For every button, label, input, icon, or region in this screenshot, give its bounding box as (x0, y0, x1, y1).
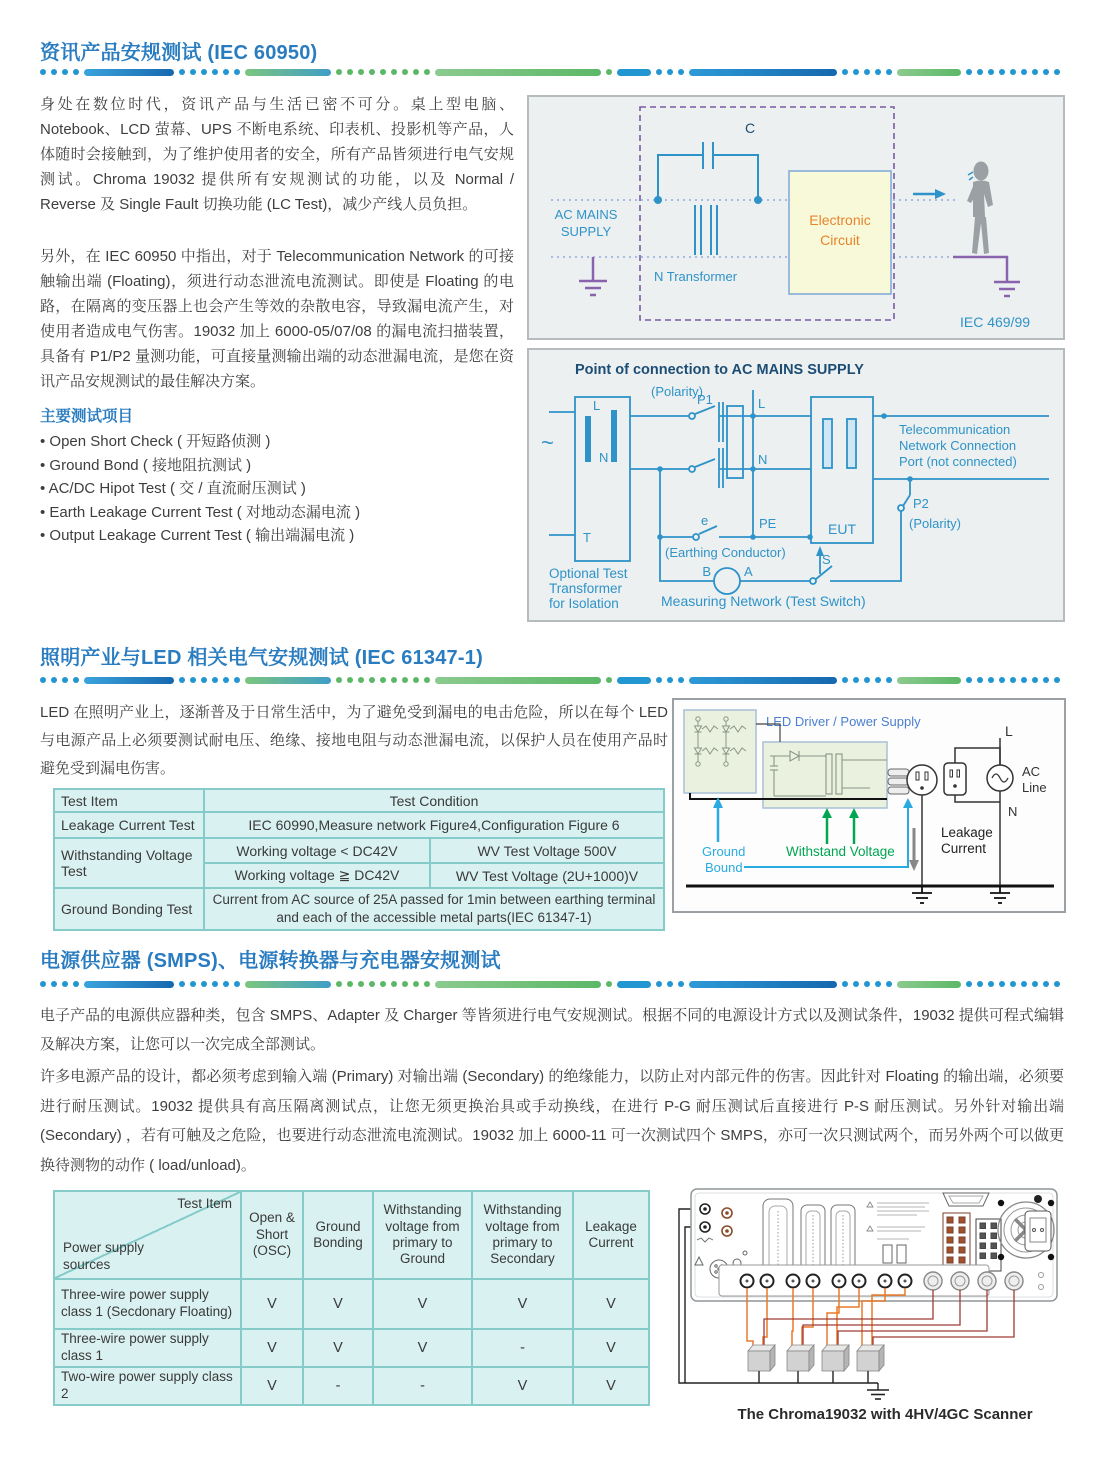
telecom-label-3: Port (not connected) (899, 454, 1017, 469)
ground-bound-label-1: Ground (702, 844, 746, 859)
iec-469-label: IEC 469/99 (959, 314, 1031, 330)
led-driver-label: LED Driver / Power Supply (766, 714, 921, 729)
separator-dot (656, 677, 662, 683)
col-header: Withstanding voltage from primary to Ground (373, 1191, 472, 1279)
separator-bar (617, 981, 651, 988)
table-cell: V (303, 1279, 373, 1329)
separator-dot (977, 69, 983, 75)
separator-dot (402, 677, 408, 683)
separator-dot (1021, 69, 1027, 75)
withstand-voltage-label: Withstand Voltage (786, 844, 895, 859)
separator-dot (347, 677, 353, 683)
separator-bar (689, 69, 837, 76)
polarity1-label: (Polarity) (651, 384, 704, 399)
row-label: Three-wire power supply class 1 (54, 1329, 241, 1367)
measuring-network-label: Measuring Network (Test Switch) (661, 593, 866, 609)
separator-bar (689, 981, 837, 988)
separator-dot (424, 677, 430, 683)
separator-dot (886, 677, 892, 683)
separator-dot (40, 677, 46, 683)
separator-dot (391, 677, 397, 683)
telecom-label-2: Network Connection (899, 438, 1017, 453)
separator-dot (347, 69, 353, 75)
led-array-box (684, 710, 756, 793)
separator-dot (201, 981, 207, 987)
dut-boxes (748, 1345, 884, 1371)
ac-mains-label-1: AC MAINS (554, 207, 618, 222)
section1-paragraph-1: 身处在数位时代，资讯产品与生活已密不可分。桌上型电脑、Notebook、LCD 萤幕、UPS 不断电系统、印表机、投影机等产品，人体随时会接触到，为了维护使用者的安全，所有产品皆须进行电气安规测试。Chroma 19032 提供所有安规测试的功能，以及 Normal / Reverse 及 Single Fault 切换功能 (LC Test)，减少产线人员负担。 (40, 96, 514, 213)
plug-icon (907, 765, 937, 795)
separator-dot (223, 69, 229, 75)
measuring-network-diagram (527, 348, 1065, 622)
separator-bar (435, 677, 601, 684)
separator-bar (84, 981, 174, 988)
n-label: N (1008, 804, 1018, 819)
ground-icon-1 (912, 886, 932, 903)
separator-dot (966, 981, 972, 987)
table-cell: - (303, 1367, 373, 1405)
separator-dot (234, 69, 240, 75)
separator-dot (999, 981, 1005, 987)
n2-label: N (758, 452, 768, 467)
p2-switch-icon (898, 495, 910, 511)
withstand-arrows-icon (822, 808, 859, 844)
separator-dot (678, 981, 684, 987)
e-label: e (701, 513, 709, 528)
row-label: Three-wire power supply class 1 (Secdonary Floating) (54, 1279, 241, 1329)
separator-dot (656, 981, 662, 987)
corner-header-cell (54, 1191, 241, 1279)
separator-dot (51, 69, 57, 75)
ground-icon-2 (990, 886, 1010, 903)
separator-dot (358, 981, 364, 987)
table-cell: IEC 60990,Measure network Figure4,Configuration Figure 6 (204, 812, 664, 838)
separator-dot (358, 69, 364, 75)
separator-dot (1054, 677, 1060, 683)
col-header: Leakage Current (573, 1191, 649, 1279)
separator-dot (179, 69, 185, 75)
separator-dot (1010, 981, 1016, 987)
test-items-list (40, 430, 520, 548)
test-items-subheading: 主要测试项目 (40, 408, 134, 425)
top-connector (943, 1193, 989, 1206)
current-arrow-icon (913, 189, 946, 199)
separator-dot (606, 981, 612, 987)
separator-dot (73, 69, 79, 75)
separator-dot (1010, 69, 1016, 75)
socket-icon (944, 763, 966, 795)
separator-dot (336, 677, 342, 683)
earth-ground-icon (579, 257, 607, 295)
separator-dot (853, 981, 859, 987)
table-cell: V (573, 1329, 649, 1367)
separator-dot (336, 69, 342, 75)
separator-dot (606, 677, 612, 683)
separator-dot (842, 69, 848, 75)
person-ground-icon (953, 257, 1020, 296)
section2-title: 照明产业与LED 相关电气安规测试 (IEC 61347-1) (40, 647, 483, 669)
section2-paragraph: LED 在照明产业上，逐渐普及于日常生活中，为了避免受到漏电的电击危险，所以在每个 LED 与电源产品上必须要测试耐电压、绝缘、接地电阻与动态泄漏电流，以保护人员在使用产品时避免受到漏电伤害。 (40, 704, 668, 777)
separator-dot (73, 981, 79, 987)
separator-dot (190, 69, 196, 75)
table-cell: V (241, 1367, 303, 1405)
smps-test-table (53, 1190, 650, 1406)
leakage-capacitance-svg (529, 97, 1063, 338)
led-test-diagram (672, 698, 1066, 913)
separator-dot (1054, 69, 1060, 75)
junction-dots (657, 413, 913, 540)
separator-dot (73, 677, 79, 683)
separator-dot (234, 677, 240, 683)
separator-dot (842, 677, 848, 683)
optional-transformer-label-1: Optional Test (549, 566, 628, 581)
separator-dot (62, 677, 68, 683)
list-item: • Ground Bond ( 接地阻抗测试 ) (40, 454, 520, 478)
separator-dot (402, 981, 408, 987)
separator-dot (402, 69, 408, 75)
ground-bound-label-2: Bound (705, 860, 743, 875)
separator-dot (875, 981, 881, 987)
col-header: Withstanding voltage from primary to Secondary (472, 1191, 573, 1279)
separator-dot (1043, 677, 1049, 683)
separator-bar (84, 677, 174, 684)
separator-dot (678, 677, 684, 683)
separator-dot (336, 981, 342, 987)
ac-source-icon (987, 765, 1013, 791)
separator-bar (897, 677, 961, 684)
separator-bar (84, 69, 174, 76)
separator-dot (842, 981, 848, 987)
section-separator (40, 980, 1065, 988)
bottom-jack-row (719, 1265, 989, 1296)
separator-bar (435, 981, 601, 988)
table-cell: V (373, 1279, 472, 1329)
table-cell: WV Test Voltage (2U+1000)V (430, 863, 664, 888)
col-header: Ground Bonding (303, 1191, 373, 1279)
separator-dot (369, 677, 375, 683)
separator-dot (1032, 981, 1038, 987)
p1-switch-icon (689, 402, 743, 488)
capacitor-and-transformer (658, 142, 758, 255)
section-separator (40, 68, 1065, 76)
dut-ground-wires (759, 1371, 878, 1390)
section3-paragraph-1: 电子产品的电源供应器种类，包含 SMPS、Adapter 及 Charger 等皆须进行电气安规测试。根据不同的电源设计方式以及测试条件，19032 提供可程式编辑及解决方案，让您可以一次完成全部测试。 (40, 1007, 1064, 1053)
separator-bar (897, 69, 961, 76)
section1-paragraph-2: 另外，在 IEC 60950 中指出，对于 Telecommunication Network 的可接触输出端 (Floating)，须进行动态泄流电流测试。即使是 Floating 的电路，在隔离的变压器上也会产生等效的杂散电容，导致漏电流产生，对使用者造成电气伤害。19032 加上 6000-05/07/08 的漏电流扫描装置，具备有 P1/P2 量测功能，可直接量测输出端的动态泄漏电流，是您在资讯产品安规测试的最佳解决方案。 (40, 248, 514, 390)
section1-title: 资讯产品安规测试 (IEC 60950) (40, 42, 318, 64)
section3-title: 电源供应器 (SMPS)、电源转换器与充电器安规测试 (40, 950, 501, 972)
table-cell: V (241, 1279, 303, 1329)
separator-dot (413, 69, 419, 75)
separator-bar (617, 69, 651, 76)
list-item: • Earth Leakage Current Test ( 对地动态漏电流 ) (40, 501, 520, 525)
separator-dot (999, 677, 1005, 683)
l-label: L (1005, 723, 1013, 739)
separator-dot (1043, 69, 1049, 75)
corner-test-item-label: Test Item (177, 1196, 232, 1211)
table-cell: V (303, 1329, 373, 1367)
separator-dot (864, 677, 870, 683)
separator-dot (656, 69, 662, 75)
separator-dot (212, 981, 218, 987)
separator-dot (380, 69, 386, 75)
telecom-label-1: Telecommunication (899, 422, 1011, 437)
measuring-meter-icon (714, 568, 740, 594)
separator-dot (424, 981, 430, 987)
row-label: Two-wire power supply class 2 (54, 1367, 241, 1405)
separator-dot (413, 981, 419, 987)
earthing-conductor-label: (Earthing Conductor) (665, 545, 786, 560)
rear-panel-svg (645, 1183, 1085, 1405)
p2-label: P2 (913, 496, 929, 511)
separator-dot (190, 677, 196, 683)
separator-dot (667, 69, 673, 75)
led-test-svg (674, 700, 1064, 911)
separator-dot (62, 69, 68, 75)
separator-dot (1032, 677, 1038, 683)
separator-dot (886, 69, 892, 75)
list-item: • AC/DC Hipot Test ( 交 / 直流耐压测试 ) (40, 477, 520, 501)
cable-bundle-icon (888, 769, 909, 794)
ac-symbol: ~ (541, 430, 554, 455)
ac-label: AC (1022, 764, 1041, 779)
table-cell: WV Test Voltage 500V (430, 838, 664, 863)
separator-dot (179, 677, 185, 683)
separator-dot (212, 69, 218, 75)
separator-dot (223, 677, 229, 683)
leakage-capacitance-diagram (527, 95, 1065, 340)
line-label: Line (1022, 780, 1047, 795)
illustration-caption: The Chroma19032 with 4HV/4GC Scanner (737, 1406, 1033, 1423)
transformer-label: N Transformer (654, 269, 738, 284)
b-label: B (702, 564, 711, 579)
electronic-circuit-label-2: Circuit (820, 232, 860, 248)
list-item: • Output Leakage Current Test ( 输出端漏电流 ) (40, 524, 520, 548)
col-header-test-condition: Test Condition (204, 789, 664, 812)
polarity2-label: (Polarity) (909, 516, 962, 531)
person-icon (967, 162, 993, 255)
separator-bar (617, 677, 651, 684)
p1-label: P1 (697, 392, 713, 407)
separator-dot (1054, 981, 1060, 987)
separator-dot (223, 981, 229, 987)
optional-transformer-label-3: for Isolation (549, 596, 619, 611)
pe-label: PE (759, 516, 777, 531)
separator-dot (391, 69, 397, 75)
table-cell: Ground Bonding Test (54, 888, 204, 930)
separator-dot (424, 69, 430, 75)
table-cell: V (241, 1329, 303, 1367)
diagram2-title: Point of connection to AC MAINS SUPPLY (575, 362, 864, 378)
separator-bar (245, 981, 331, 988)
separator-dot (988, 981, 994, 987)
eut-label: EUT (828, 521, 856, 537)
corner-power-sources-label: Power supply sources (63, 1240, 145, 1273)
separator-dot (40, 981, 46, 987)
separator-dot (875, 69, 881, 75)
n1-label: N (599, 450, 609, 465)
s-label: S (822, 552, 831, 567)
led-test-table (53, 788, 665, 931)
separator-dot (413, 677, 419, 683)
table-cell: V (573, 1367, 649, 1405)
separator-dot (606, 69, 612, 75)
optional-transformer-label-2: Transformer (549, 581, 623, 596)
table-cell: - (373, 1367, 472, 1405)
separator-dot (51, 981, 57, 987)
leakage-label-1: Leakage (941, 825, 993, 840)
separator-dot (667, 677, 673, 683)
table-cell: Working voltage ≧ DC42V (204, 863, 430, 888)
separator-dot (1021, 677, 1027, 683)
table-cell: - (472, 1329, 573, 1367)
table-cell: Leakage Current Test (54, 812, 204, 838)
table-cell: V (472, 1367, 573, 1405)
ac-mains-label-2: SUPPLY (560, 224, 612, 239)
separator-bar (689, 677, 837, 684)
list-item: • Open Short Check ( 开短路侦测 ) (40, 430, 520, 454)
separator-dot (201, 677, 207, 683)
capacitor-label: C (745, 120, 756, 136)
separator-dot (966, 677, 972, 683)
separator-dot (864, 69, 870, 75)
chroma-scanner-illustration (645, 1183, 1085, 1405)
separator-dot (62, 981, 68, 987)
separator-dot (886, 981, 892, 987)
table-cell: V (573, 1279, 649, 1329)
separator-dot (1043, 981, 1049, 987)
separator-bar (897, 981, 961, 988)
table-cell: Working voltage < DC42V (204, 838, 430, 863)
separator-dot (212, 677, 218, 683)
separator-dot (380, 981, 386, 987)
t-label: T (583, 530, 591, 545)
separator-dot (988, 69, 994, 75)
table-cell: V (472, 1279, 573, 1329)
col-header-test-item: Test Item (54, 789, 204, 812)
separator-dot (1021, 981, 1027, 987)
separator-dot (201, 69, 207, 75)
section3-paragraph-2: 许多电源产品的设计，都必须考虑到输入端 (Primary) 对输出端 (Secondary) 的绝缘能力，以防止对内部元件的伤害。因此针对 Floating 的输出端，必须要进行耐压测试。19032 提供具有高压隔离测试点，让您无须更换治具或手动换线，在进行 P-G 耐压测试后直接进行 P-S 耐压测试。另外针对输出端 (Secondary) ，若有可触及之危险，也要进行动态泄流电流测试。19032 加上 6000-11 可一次测试四个 SMPS，亦可一次只测试两个，而另外两个可以做更换待测物的动作 ( load/unload)。 (40, 1068, 1064, 1174)
separator-dot (369, 69, 375, 75)
separator-dot (40, 69, 46, 75)
separator-dot (380, 677, 386, 683)
separator-bar (245, 69, 331, 76)
separator-dot (369, 981, 375, 987)
l1-label: L (593, 398, 601, 413)
separator-dot (977, 677, 983, 683)
separator-dot (999, 69, 1005, 75)
separator-dot (875, 677, 881, 683)
ground-icon (867, 1390, 889, 1399)
separator-dot (190, 981, 196, 987)
separator-dot (234, 981, 240, 987)
leakage-label-2: Current (941, 841, 987, 856)
separator-dot (864, 981, 870, 987)
headset-icon (968, 172, 973, 180)
table-cell: Current from AC source of 25A passed for 1min between earthing terminal and each of the accessible metal parts(IEC 61347-1) (204, 888, 664, 930)
leakage-arrow-icon (909, 828, 919, 871)
section-separator (40, 676, 1065, 684)
separator-dot (966, 69, 972, 75)
table-cell: Withstanding Voltage Test (54, 838, 204, 888)
table-cell: V (373, 1329, 472, 1367)
separator-dot (853, 677, 859, 683)
separator-dot (51, 677, 57, 683)
electronic-circuit-label-1: Electronic (809, 212, 871, 228)
separator-dot (853, 69, 859, 75)
separator-dot (988, 677, 994, 683)
separator-dot (179, 981, 185, 987)
separator-dot (1032, 69, 1038, 75)
l2-label: L (758, 396, 766, 411)
measuring-network-svg (529, 350, 1063, 620)
separator-dot (678, 69, 684, 75)
separator-dot (667, 981, 673, 987)
separator-dot (391, 981, 397, 987)
separator-bar (435, 69, 601, 76)
separator-dot (1010, 677, 1016, 683)
col-header: Open & Short (OSC) (241, 1191, 303, 1279)
e-switch-icon (693, 526, 717, 540)
separator-dot (347, 981, 353, 987)
a-label: A (744, 564, 753, 579)
separator-dot (977, 981, 983, 987)
separator-bar (245, 677, 331, 684)
separator-dot (358, 677, 364, 683)
